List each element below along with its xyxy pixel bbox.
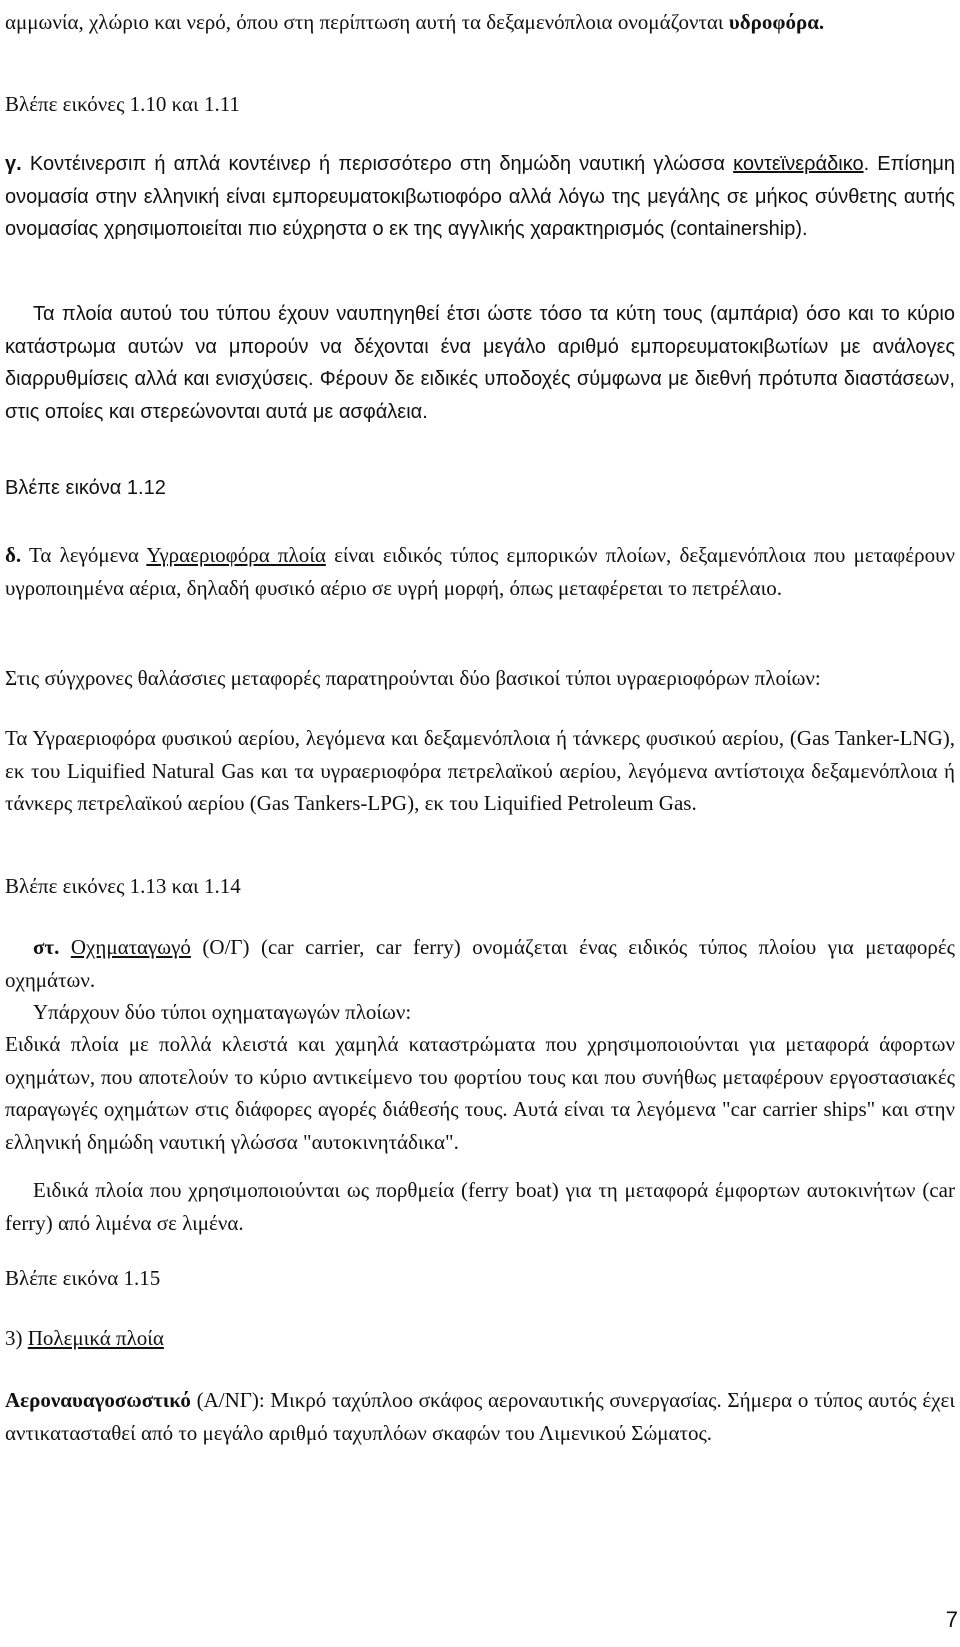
figure-reference-1-15: Βλέπε εικόνα 1.15 — [5, 1266, 161, 1290]
term-konteineradiko: κοντεϊνεράδικο — [733, 153, 864, 175]
paragraph-text: . Επίσημη ονομασία στην ελληνική είναι εμπορευματοκιβωτιοφόρο αλλά λόγω της μεγάλης σε μήκος σύνθετης αυτής ονομασίας χρησιμοποιείται πιο εύχρηστα ο εκ της αγγλικής χαρακτηρισμός (containership). — [5, 153, 955, 240]
figure-reference-1-12: Βλέπε εικόνα 1.12 — [5, 477, 166, 499]
paragraph-text: Τα λεγόμενα — [21, 543, 147, 567]
page-number: 7 — [945, 1607, 958, 1632]
figure-reference-1-10: Βλέπε εικόνες 1.10 και 1.11 — [5, 92, 240, 116]
item-letter-gamma: γ. — [5, 153, 22, 175]
paragraph-text: είναι ειδικός τύπος εμπορικών πλοίων, δεξαμενόπλοια που μεταφέρουν υγροποιημένα αέρια, δηλαδή φυσικό αέριο σε υγρή μορφή, όπως μεταφέρεται το πετρέλαιο. — [5, 543, 955, 600]
paragraph-containership — [5, 148, 955, 246]
item-letter-st: στ. — [33, 935, 60, 959]
paragraph-two-types: Υπάρχουν δύο τύποι οχηματαγωγών πλοίων: — [33, 1000, 412, 1024]
term-aeronavagosostiko: Αεροναυαγοσωστικό — [5, 1388, 191, 1412]
paragraph-text: Κοντέινερσιπ ή απλά κοντέινερ ή περισσότερο στη δημώδη ναυτική γλώσσα — [21, 153, 734, 175]
paragraph-lpg-carriers — [5, 539, 955, 604]
paragraph-ferry-boats: Ειδικά πλοία που χρησιμοποιούνται ως πορθμεία (ferry boat) για τη μεταφορά έμφορτων αυτοκινήτων (car ferry) από λιμένα σε λιμένα. — [5, 1178, 955, 1235]
section-title: Πολεμικά πλοία — [27, 1326, 164, 1350]
paragraph-text: αμμωνία, χλώριο και νερό, όπου στη περίπτωση αυτή τα δεξαμενόπλοια ονομάζονται — [5, 10, 729, 34]
section-number: 3) — [5, 1326, 28, 1350]
paragraph-container-ships-description: Τα πλοία αυτού του τύπου έχουν ναυπηγηθεί έτσι ώστε τόσο τα κύτη τους (αμπάρια) όσο και το κύριο κατάστρωμα αυτών να μπορούν να δέχονται ένα μεγάλο αριθμό εμπορευματοκιβωτίων με ανάλογες διαρρυθμίσεις αλλά και ενισχύσεις. Φέρουν δε ειδικές υποδοχές σύμφωνα με διεθνή πρότυπα διαστάσεων, στις οποίες και στερεώνονται αυτά με ασφάλεια. — [5, 303, 955, 423]
term-ochimatagogo: Οχηματαγωγό — [70, 935, 191, 959]
paragraph-modern-transport: Στις σύγχρονες θαλάσσιες μεταφορές παρατηρούνται δύο βασικοί τύποι υγραεριοφόρων πλοίων: — [5, 666, 821, 690]
term-hydrofora: υδροφόρα. — [728, 10, 825, 34]
term-ygraeriofora: Υγραεριοφόρα πλοία — [146, 543, 326, 567]
paragraph-air-rescue — [5, 1384, 955, 1449]
paragraph-text: (Ο/Γ) (car carrier, car ferry) ονομάζεται ένας ειδικός τύπος πλοίου για μεταφορές οχημάτων. — [5, 935, 955, 992]
paragraph-text: (Α/ΝΓ): Μικρό ταχύπλοο σκάφος αεροναυτικής συνεργασίας. Σήμερα ο τύπος αυτός έχει αντικατασταθεί από το μεγάλο αριθμό ταχυπλόων σκαφών του Λιμενικού Σώματος. — [5, 1388, 955, 1445]
figure-reference-1-13: Βλέπε εικόνες 1.13 και 1.14 — [5, 874, 241, 898]
section-heading-warships — [5, 1322, 955, 1355]
paragraph-tankers-end — [5, 6, 955, 39]
paragraph-car-carrier — [5, 931, 955, 996]
paragraph-car-carrier-ships: Ειδικά πλοία με πολλά κλειστά και χαμηλά καταστρώματα που χρησιμοποιούνται για μεταφορά άφορτων οχημάτων, που αποτελούν το κύριο αντικείμενο του φορτίου τους και που συνήθως μεταφέρουν εργοστασιακές παραγωγές οχημάτων στις διάφορες αγορές διάθεσής τους. Αυτά είναι τα λεγόμενα "car carrier ships" και στην ελληνική δημώδη ναυτική γλώσσα "αυτοκινητάδικα". — [5, 1032, 955, 1154]
paragraph-lng-lpg: Τα Υγραεριοφόρα φυσικού αερίου, λεγόμενα και δεξαμενόπλοια ή τάνκερς φυσικού αερίου, (Gas Tanker-LNG), εκ του Liquified Natural Gas και τα υγραεριοφόρα πετρελαϊκού αερίου, λεγόμενα αντίστοιχα δεξαμενόπλοια ή τάνκερς πετρελαϊκού αερίου (Gas Tankers-LPG), εκ του Liquified Petroleum Gas. — [5, 726, 955, 815]
item-letter-delta: δ. — [5, 543, 22, 567]
